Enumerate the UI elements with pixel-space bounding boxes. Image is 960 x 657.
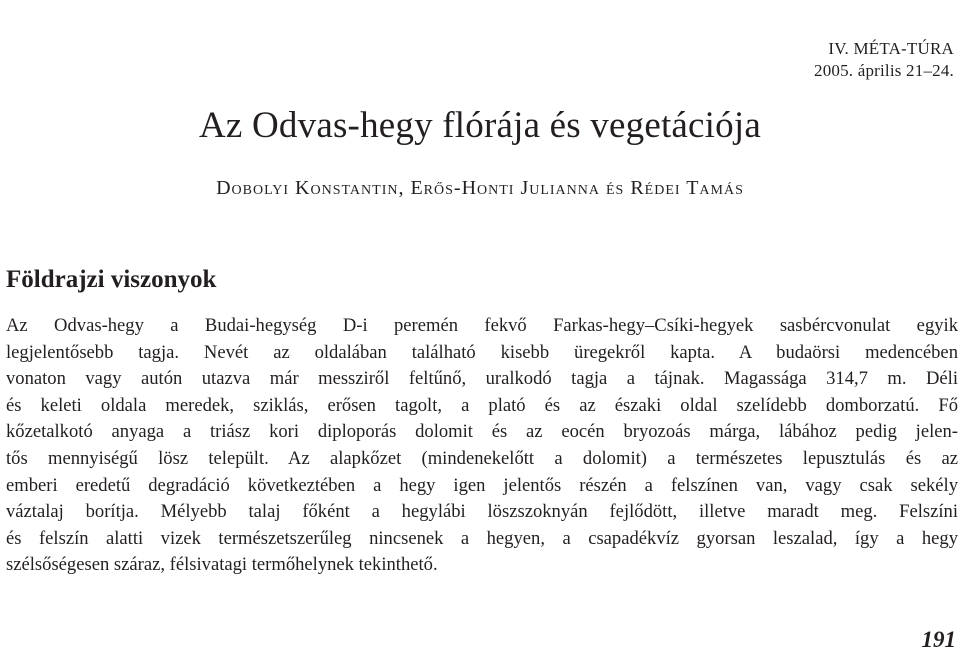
paragraph-line: Az Odvas-hegy a Budai-hegység D-i peremén fekvő Farkas-hegy–Csíki-hegyek sasbércvonulat egyik bbox=[6, 315, 958, 336]
event-date: 2005. április 21–24. bbox=[814, 61, 954, 80]
running-header bbox=[814, 38, 954, 82]
paragraph-line: emberi eredetű degradáció következtében a hegy igen jelentős részén a felszínen van, vagy csak sekély bbox=[6, 474, 958, 496]
body-paragraph bbox=[6, 313, 958, 579]
article-title: Az Odvas-hegy flórája és vegetációja bbox=[199, 105, 761, 146]
paragraph-line: legjelentősebb tagja. Nevét az oldalában található kisebb üregekről kapta. A budaörsi medencében bbox=[6, 341, 958, 363]
paragraph-line: tős mennyiségű lösz települt. Az alapkőzet (mindenekelőtt a dolomit) a természetes lepusztulás és az bbox=[6, 447, 958, 469]
paragraph-line: kőzetalkotó anyaga a triász kori diploporás dolomit és az eocén bryozoás márga, lábához pedig jelen- bbox=[6, 421, 958, 443]
paragraph-line: szélsőségesen száraz, félsivatagi termőhelynek tekinthető. bbox=[6, 554, 438, 576]
article-authors: Dobolyi Konstantin, Erős-Honti Julianna és Rédei Tamás bbox=[216, 177, 744, 199]
section-heading: Földrajzi viszonyok bbox=[6, 266, 217, 293]
paragraph-line: vonaton vagy autón utazva már messziről feltűnő, uralkodó tagja a tájnak. Magassága 314,7 m. Déli bbox=[6, 368, 958, 390]
event-name: IV. MÉTA-TÚRA bbox=[828, 39, 954, 58]
paragraph-line: és keleti oldala meredek, sziklás, erősen tagolt, a plató és az északi oldal szelídebb domborzatú. Fő bbox=[6, 394, 958, 416]
page-number: 191 bbox=[921, 627, 956, 652]
paragraph-line: váztalaj borítja. Mélyebb talaj főként a hegylábi löszszoknyán fejlődött, illetve maradt meg. Felszíni bbox=[6, 501, 958, 523]
paragraph-line: és felszín alatti vizek természetszerűleg nincsenek a hegyen, a csapadékvíz gyorsan leszalad, így a hegy bbox=[6, 527, 958, 549]
